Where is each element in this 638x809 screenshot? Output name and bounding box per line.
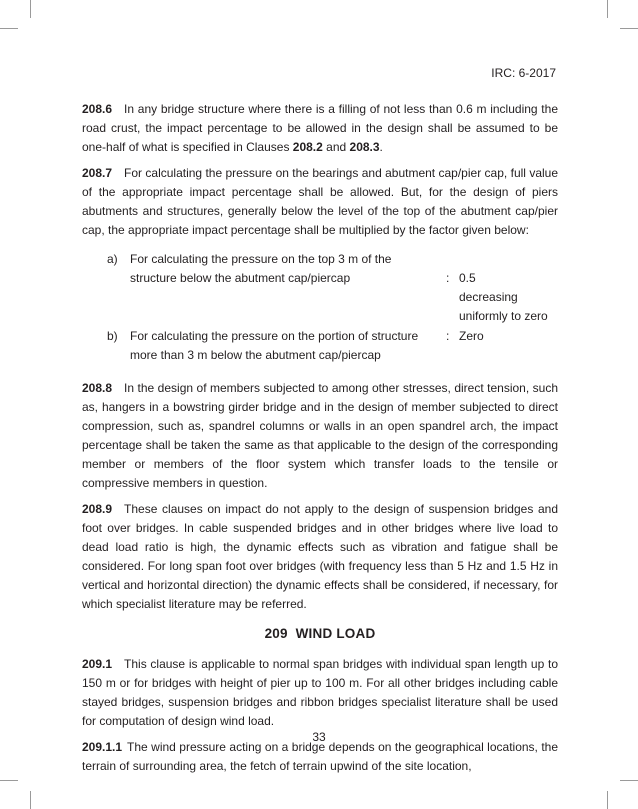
clause-text: In any bridge structure where there is a filling of not less than 0.6 m including the road crust, the impact percentage to be allowed in the design shall be assumed to be one-half of what is specified in Clauses: [82, 102, 558, 154]
list-line: For calculating the pressure on the top 3 m of the: [130, 252, 392, 266]
list-text: [130, 250, 425, 288]
list-value-line: 0.5: [459, 271, 476, 285]
clause-text: This clause is applicable to normal span bridges with individual span length up to 150 m or for bridges with height of pier up to 100 m. For all other bridges including cable stayed bridges, suspension bridges and ribbon bridges specialist literature shall be used for computation of design wind load.: [82, 657, 558, 728]
crop-mark: [30, 791, 31, 809]
clause-text: The wind pressure acting on a bridge depends on the geographical locations, the terrain of surrounding area, the fetch of terrain upwind of the site location,: [82, 740, 558, 773]
clause-number: 208.8: [82, 381, 113, 395]
list-colon: :: [446, 329, 450, 343]
crop-mark: [0, 28, 18, 29]
page-body: [82, 100, 558, 783]
clause-reference: 208.2: [292, 140, 323, 154]
list-value-line: decreasing: [459, 290, 518, 304]
list-text: [130, 327, 425, 365]
list-value-line: uniformly to zero: [459, 309, 548, 323]
clause-number: 208.6: [82, 102, 113, 116]
crop-mark: [620, 28, 638, 29]
list-item-a: [82, 250, 558, 323]
clause-text: .: [379, 140, 383, 154]
clause-text: In the design of members subjected to among other stresses, direct tension, such as, hangers in a bowstring girder bridge and in the design of member subjected to direct compression, such as, spandrel columns or walls in an open spandrel arch, the impact percentage shall be taken the same as that applicable to the design of the corresponding member or members of the floor system which transfer loads to the tensile or compressive members in question.: [82, 381, 558, 490]
list-letter: a): [107, 252, 118, 266]
list-value: [459, 269, 559, 326]
list-letter: b): [107, 329, 118, 343]
clause-text: These clauses on impact do not apply to the design of suspension bridges and foot over bridges. In cable suspended bridges and in other bridges where live load to dead load ratio is high, the dynamic effects such as vibration and fatigue shall be considered. For long span foot over bridges (with frequency less than 5 Hz and 1.5 Hz in vertical and horizontal direction) the dynamic effects shall be considered, if necessary, for which specialist literature may be referred.: [82, 502, 558, 611]
clause-208-8: [82, 379, 558, 493]
clause-208-7: [82, 164, 558, 240]
running-header: IRC: 6-2017: [491, 66, 556, 80]
clause-reference: 208.3: [349, 140, 380, 154]
page-number: 33: [312, 730, 326, 744]
list-item-b: [82, 327, 558, 365]
crop-mark: [607, 0, 608, 18]
clause-text: For calculating the pressure on the bearings and abutment cap/pier cap, full value of the appropriate impact percentage shall be allowed. But, for the design of piers abutments and structures, generally below the level of the top of the abutment cap/pier cap, the appropriate impact percentage shall be multiplied by the factor given below:: [82, 166, 558, 237]
clause-number: 208.9: [82, 502, 113, 516]
clause-text: and: [322, 140, 350, 154]
list-line: structure below the abutment cap/piercap: [130, 271, 351, 285]
clause-number: 208.7: [82, 166, 113, 180]
list-line: For calculating the pressure on the portion of structure: [130, 329, 419, 343]
list-line: more than 3 m below the abutment cap/piercap: [130, 348, 381, 362]
crop-mark: [620, 780, 638, 781]
clause-number: 209.1.1: [82, 740, 123, 754]
list-value: Zero: [459, 329, 484, 343]
crop-mark: [30, 0, 31, 18]
clause-208-9: [82, 500, 558, 614]
clause-208-6: [82, 100, 558, 157]
section-heading: 209 WIND LOAD: [264, 626, 376, 641]
crop-mark: [0, 780, 18, 781]
clause-209-1: [82, 655, 558, 731]
clause-number: 209.1: [82, 657, 113, 671]
list-colon: :: [446, 271, 450, 285]
crop-mark: [607, 791, 608, 809]
